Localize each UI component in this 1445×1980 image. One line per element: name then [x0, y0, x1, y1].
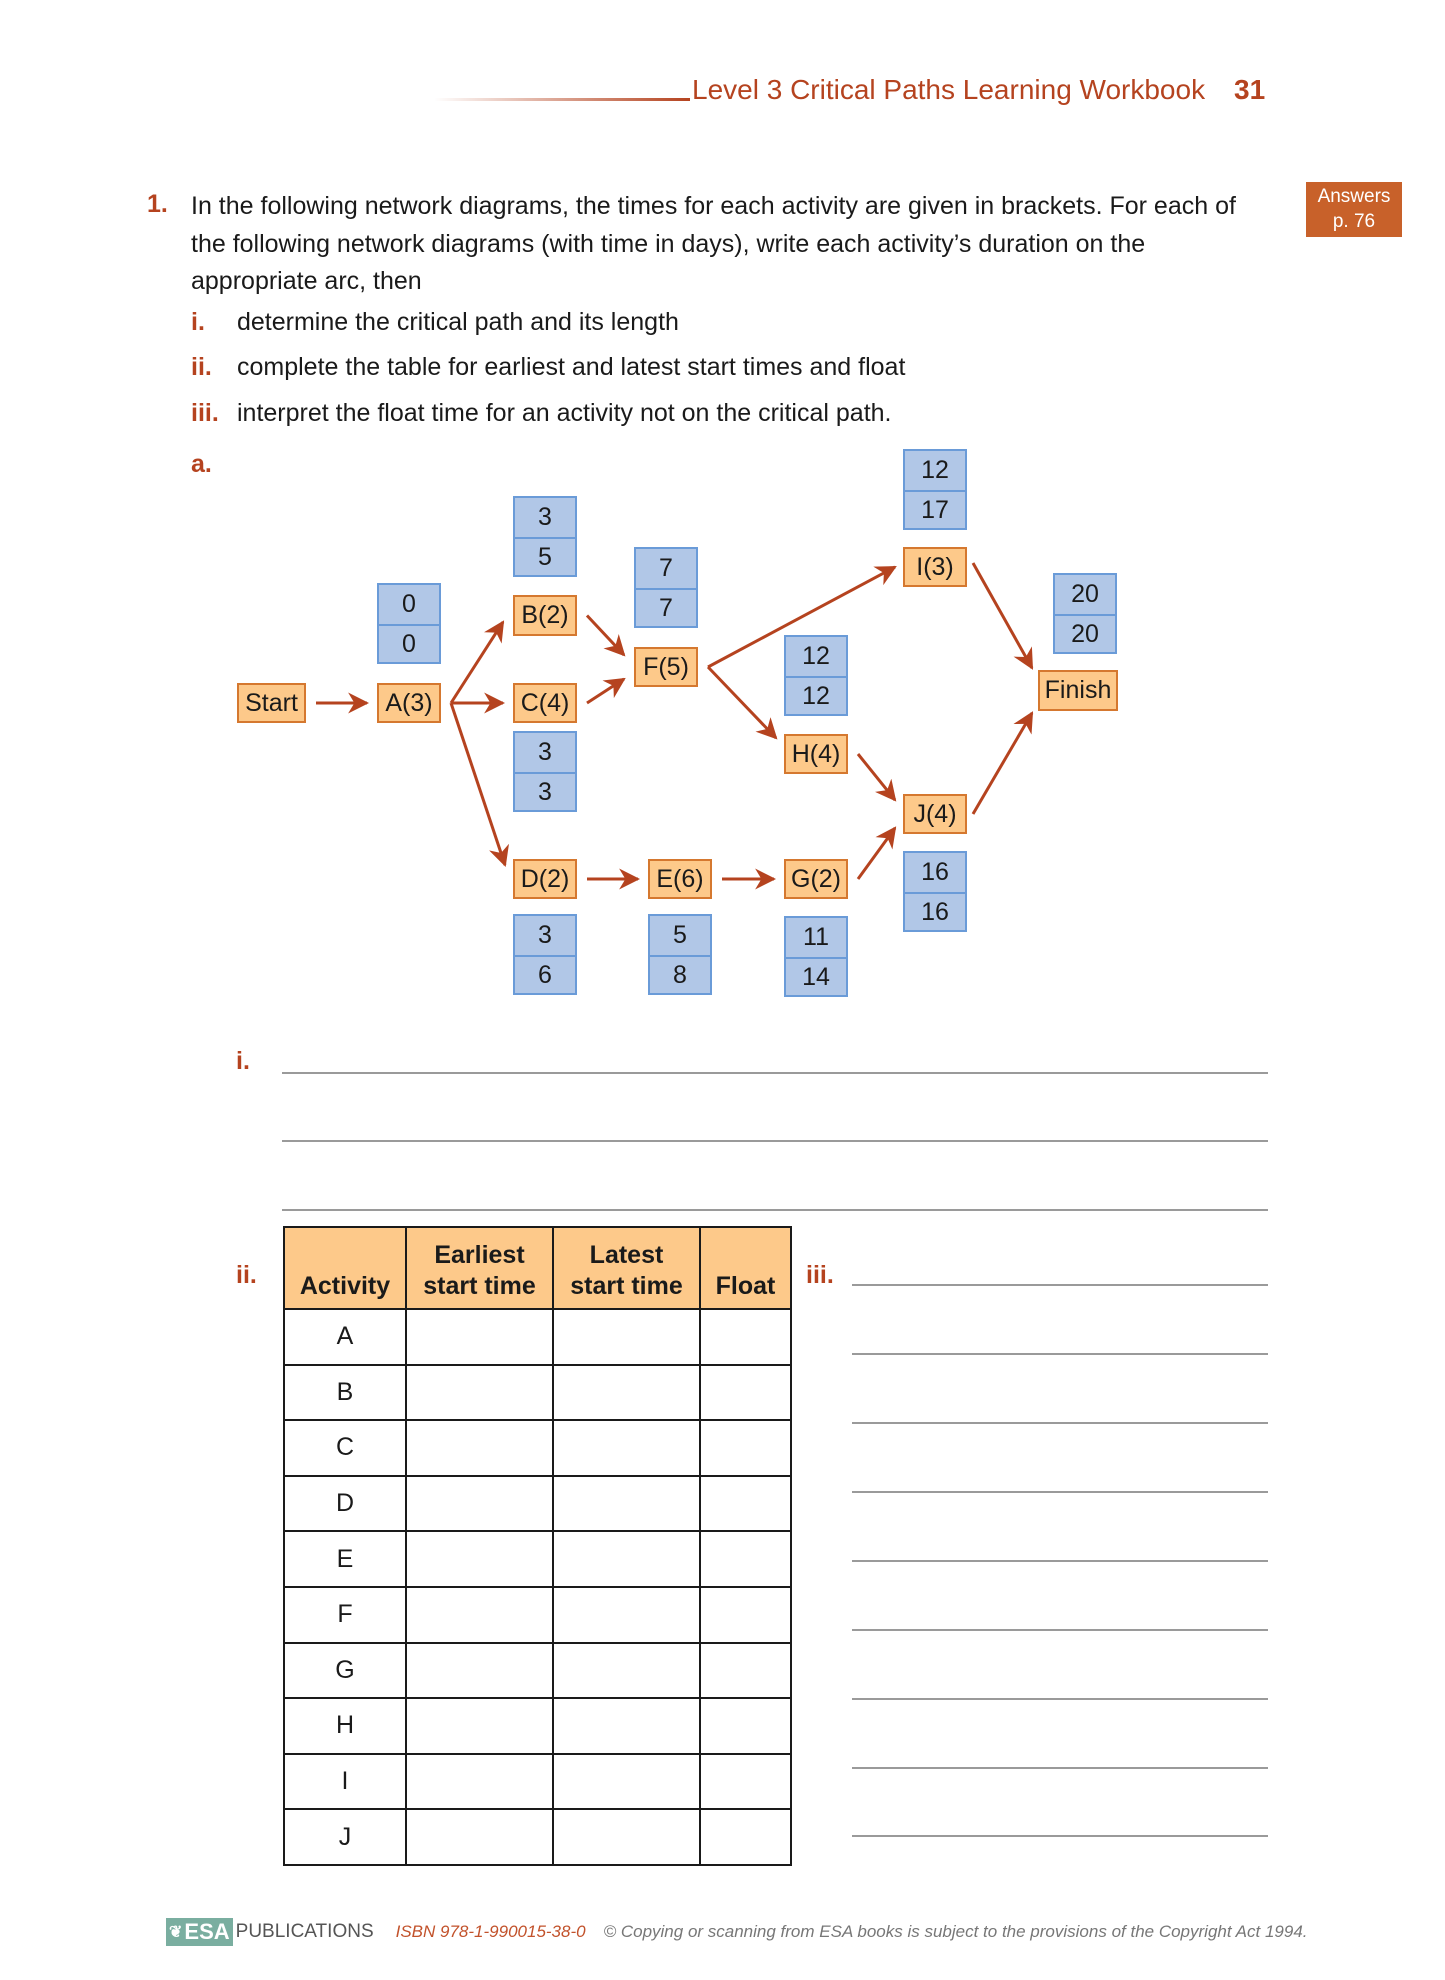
lst-f: 7 [659, 594, 673, 623]
latest-start-cell[interactable] [553, 1754, 700, 1810]
arrow-h-to-j [858, 754, 895, 800]
part-a-label: a. [191, 450, 212, 478]
earliest-start-cell[interactable] [406, 1531, 553, 1587]
latest-start-cell[interactable] [553, 1531, 700, 1587]
table-header-row [284, 1227, 791, 1309]
table-row [284, 1809, 791, 1865]
subitem-label-i: i. [191, 308, 205, 336]
header-activity [284, 1227, 406, 1309]
latest-start-cell[interactable] [553, 1587, 700, 1643]
node-finish [1038, 670, 1118, 711]
node-e [648, 859, 712, 899]
leaf-icon: ❦ [169, 1924, 183, 1941]
node-c [513, 683, 577, 723]
activity-cell: A [284, 1309, 406, 1365]
times-j [903, 851, 967, 932]
float-cell[interactable] [700, 1754, 791, 1810]
table-row [284, 1698, 791, 1754]
publisher-name: PUBLICATIONS [235, 1921, 374, 1942]
arrow-c-to-f [587, 679, 624, 703]
subitem-text-iii: interpret the float time for an activity not on the critical path. [237, 399, 892, 427]
node-h [784, 734, 848, 774]
node-b-label: B(2) [521, 601, 569, 629]
latest-start-cell[interactable] [553, 1420, 700, 1476]
node-finish-label: Finish [1044, 676, 1112, 704]
latest-start-cell[interactable] [553, 1809, 700, 1865]
table-row [284, 1309, 791, 1365]
est-a: 0 [379, 585, 439, 626]
subitem-text-i: determine the critical path and its length [237, 308, 679, 336]
times-f [634, 547, 698, 628]
table-row [284, 1587, 791, 1643]
node-i [903, 547, 967, 587]
earliest-start-cell[interactable] [406, 1476, 553, 1532]
table-row [284, 1365, 791, 1421]
page-number: 31 [1234, 74, 1266, 105]
times-h [784, 635, 848, 716]
earliest-start-cell[interactable] [406, 1309, 553, 1365]
lst-c: 3 [538, 778, 552, 807]
subitem-text-ii: complete the table for earliest and latest start times and float [237, 353, 906, 381]
activity-cell: G [284, 1643, 406, 1699]
lst-i: 17 [921, 496, 949, 525]
subitem-label-iii: iii. [191, 399, 219, 427]
node-f-label: F(5) [643, 652, 689, 681]
activity-cell: B [284, 1365, 406, 1421]
lst-b: 5 [538, 543, 552, 572]
lst-d: 6 [538, 961, 552, 990]
node-b [513, 595, 577, 636]
answer-line-iii-3[interactable] [852, 1422, 1268, 1424]
answer-line-iii-5[interactable] [852, 1560, 1268, 1562]
answer-line-iii-8[interactable] [852, 1767, 1268, 1769]
earliest-start-cell[interactable] [406, 1809, 553, 1865]
esa-logo-text: ESA [184, 1919, 230, 1944]
answer-i-label: i. [236, 1047, 250, 1075]
float-cell[interactable] [700, 1643, 791, 1699]
lst-a: 0 [402, 630, 416, 659]
node-g [784, 859, 848, 899]
lst-h: 12 [802, 682, 830, 711]
latest-start-cell[interactable] [553, 1476, 700, 1532]
answer-line-iii-4[interactable] [852, 1491, 1268, 1493]
times-b [513, 496, 577, 577]
node-g-label: G(2) [791, 864, 841, 893]
arrow-i-to-finish [973, 563, 1032, 668]
est-i: 12 [905, 451, 965, 492]
node-e-label: E(6) [656, 864, 704, 893]
lst-j: 16 [921, 898, 949, 927]
header-latest [553, 1227, 700, 1309]
answer-line-iii-1[interactable] [852, 1284, 1268, 1286]
subitem-label-ii: ii. [191, 353, 212, 381]
est-finish: 20 [1055, 575, 1115, 616]
header-activity-text: Activity [299, 1272, 391, 1300]
float-cell[interactable] [700, 1587, 791, 1643]
times-c [513, 731, 577, 812]
lst-e: 8 [673, 961, 687, 990]
node-start [237, 683, 306, 723]
earliest-start-cell[interactable] [406, 1698, 553, 1754]
float-cell[interactable] [700, 1309, 791, 1365]
answer-ii-label: ii. [236, 1261, 257, 1289]
times-e [648, 914, 712, 995]
footer [166, 1917, 1308, 1947]
earliest-start-cell[interactable] [406, 1420, 553, 1476]
float-cell[interactable] [700, 1531, 791, 1587]
float-cell[interactable] [700, 1809, 791, 1865]
answers-badge-page: p. 76 [1332, 211, 1376, 232]
activity-cell: E [284, 1531, 406, 1587]
answer-line-iii-6[interactable] [852, 1629, 1268, 1631]
node-j-label: J(4) [913, 799, 957, 828]
header-earliest-line1: Earliest [434, 1241, 525, 1269]
arrow-j-to-finish [973, 713, 1032, 814]
start-times-table [283, 1226, 792, 1866]
arrow-b-to-f [587, 616, 624, 656]
earliest-start-cell[interactable] [406, 1643, 553, 1699]
earliest-start-cell[interactable] [406, 1587, 553, 1643]
node-h-label: H(4) [791, 739, 841, 768]
est-h: 12 [786, 637, 846, 678]
node-d [513, 859, 577, 899]
node-start-label: Start [245, 688, 298, 717]
answer-line-i-2[interactable] [282, 1140, 1268, 1142]
times-d [513, 914, 577, 995]
workbook-title: Level 3 Critical Paths Learning Workbook [692, 74, 1206, 105]
node-a [377, 683, 441, 723]
table-row [284, 1754, 791, 1810]
header-latest-line1: Latest [589, 1241, 664, 1269]
copyright-notice: © Copying or scanning from ESA books is subject to the provisions of the Copyright Act 1994. [603, 1922, 1308, 1941]
table-row [284, 1420, 791, 1476]
est-j: 16 [905, 853, 965, 894]
times-finish [1053, 573, 1117, 654]
answer-line-i-3[interactable] [282, 1209, 1268, 1211]
node-a-label: A(3) [385, 688, 433, 717]
float-cell[interactable] [700, 1420, 791, 1476]
arrow-g-to-j [858, 828, 895, 879]
activity-cell: F [284, 1587, 406, 1643]
answer-line-iii-9[interactable] [852, 1835, 1268, 1837]
isbn: ISBN 978-1-990015-38-0 [395, 1922, 586, 1941]
earliest-start-cell[interactable] [406, 1365, 553, 1421]
float-cell[interactable] [700, 1365, 791, 1421]
node-d-label: D(2) [520, 864, 570, 893]
question-text: In the following network diagrams, the times for each activity are given in brackets. For each of the following network diagrams (with time in days), write each activity’s duration on the appropriate arc, then [191, 192, 1236, 295]
node-i-label: I(3) [916, 552, 954, 581]
activity-cell: H [284, 1698, 406, 1754]
latest-start-cell[interactable] [553, 1309, 700, 1365]
answer-line-i-1[interactable] [282, 1072, 1268, 1074]
answer-line-iii-2[interactable] [852, 1353, 1268, 1355]
table-row [284, 1531, 791, 1587]
est-d: 3 [515, 916, 575, 957]
lst-g: 14 [802, 963, 830, 992]
times-a [377, 583, 441, 664]
activity-cell: J [284, 1809, 406, 1865]
arrow-a-to-d [451, 703, 505, 865]
est-b: 3 [515, 498, 575, 539]
esa-logo [166, 1918, 233, 1946]
header-earliest-line2: start time [423, 1272, 536, 1300]
node-j [903, 794, 967, 834]
times-i [903, 449, 967, 530]
latest-start-cell[interactable] [553, 1643, 700, 1699]
lst-finish: 20 [1071, 620, 1099, 649]
answers-badge-label: Answers [1317, 186, 1391, 207]
est-c: 3 [515, 733, 575, 774]
header-float [700, 1227, 791, 1309]
latest-start-cell[interactable] [553, 1365, 700, 1421]
header-earliest [406, 1227, 553, 1309]
times-g [784, 916, 848, 997]
activity-cell: C [284, 1420, 406, 1476]
node-c-label: C(4) [520, 688, 570, 717]
answer-iii-label: iii. [806, 1261, 834, 1289]
est-e: 5 [650, 916, 710, 957]
est-g: 11 [786, 918, 846, 959]
table-row [284, 1476, 791, 1532]
answer-line-iii-7[interactable] [852, 1698, 1268, 1700]
float-cell[interactable] [700, 1476, 791, 1532]
question-number: 1. [147, 190, 168, 218]
est-f: 7 [636, 549, 696, 590]
earliest-start-cell[interactable] [406, 1754, 553, 1810]
header-float-text: Float [715, 1272, 776, 1300]
latest-start-cell[interactable] [553, 1698, 700, 1754]
float-cell[interactable] [700, 1698, 791, 1754]
table-row [284, 1643, 791, 1699]
activity-cell: I [284, 1754, 406, 1810]
header-latest-line2: start time [570, 1272, 683, 1300]
arrow-f-to-h [708, 667, 776, 738]
node-f [634, 647, 698, 687]
arrow-a-to-b [451, 622, 503, 703]
activity-cell: D [284, 1476, 406, 1532]
